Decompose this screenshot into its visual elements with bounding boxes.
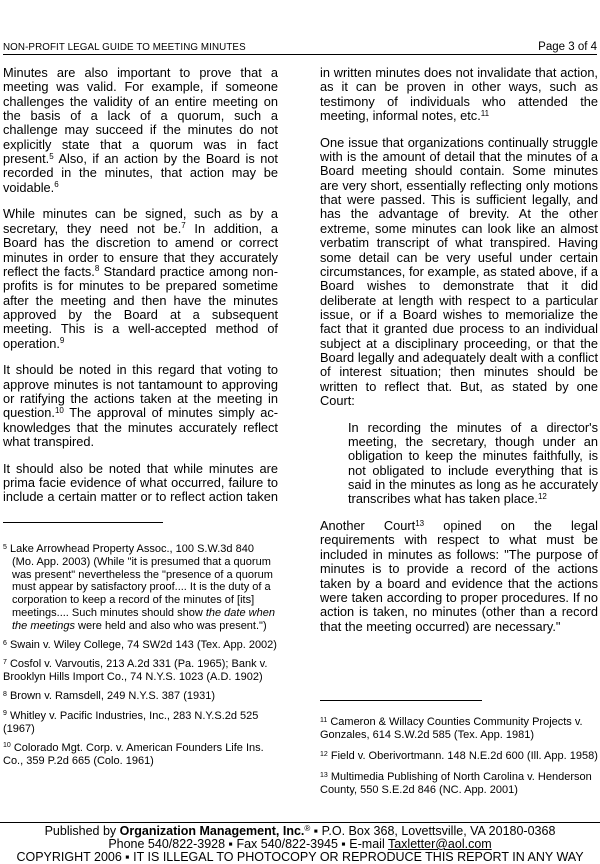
email-link[interactable]: Taxletter@aol.com <box>387 837 492 851</box>
footnote-text: Cosfol v. Varvoutis, 213 A.2d 331 (Pa. 1965); Bank v. Brooklyn Hills Import Co., 74 N.Y.S. 1023 (A.D. 1902) <box>3 658 268 684</box>
paragraph-text: In addition, a Board has the discretion to amend or correct minutes in order to ensure that they accurately reflect the facts. <box>3 220 279 279</box>
body-paragraph <box>320 519 598 634</box>
footer-divider <box>0 822 600 823</box>
footnote-divider <box>3 522 163 523</box>
paragraph-text: in written minutes does not invalidate that action, as it can be proven in other ways, such as testimony of individuals who attended the meeting, informal notes, etc. <box>320 65 598 124</box>
footnote <box>320 716 598 742</box>
document-title: NON-PROFIT LEGAL GUIDE TO MEETING MINUTES <box>3 42 246 53</box>
footnote <box>320 771 598 797</box>
footnote <box>3 742 278 768</box>
body-paragraph <box>3 363 278 449</box>
footnote <box>3 690 278 703</box>
footnote-reference: 12 <box>537 492 547 502</box>
page-number: Page 3 of 4 <box>538 41 597 53</box>
footnote-italic-text: the date when the meetings <box>12 606 275 632</box>
right-column <box>320 66 598 646</box>
contact-numbers: Phone 540/822-3928 ▪ Fax 540/822-3945 ▪ E-mail <box>108 837 388 851</box>
footnote-text: Multimedia Publishing of North Carolina v. Henderson County, 550 S.E.2d 846 (NC. App. 2001) <box>320 771 592 797</box>
footnote-reference: 6 <box>54 180 59 190</box>
paragraph-text: Also, if an action by the Board is not recorded in the minutes, that action may be voidable. <box>3 151 278 195</box>
body-paragraph: It should also be noted that while minutes are prima facie evidence of what occurred, failure to include a certain matter or to reflect action taken <box>3 460 278 505</box>
body-paragraph: One issue that organizations continually struggle with is the amount of detail that the minutes of a Board meeting should contain. Some minutes are very short, essentially reflecting only motions that were passed. This is sufficient legally, and has the advantage of brevity. At the other extreme, some minutes can look like an almost verbatim transcript of what transpired. Having some detail can be very useful under certain circumstances, for example, as stated above, if a Board wishes to demonstrate that it did deliberate at length with respect to a particular issue, or if a Board wishes to memorialize the fact that it granted due process to an individual subject at a disciplinary proceeding, or that the Board legally and adequately dealt with a conflict of interest situation; then minutes should be written to reflect that. But, as stated by one Court: <box>320 134 598 408</box>
footnote-text: Whitley v. Pacific Industries, Inc., 283 N.Y.S.2d 525 (1967) <box>3 709 259 735</box>
footnote-number: 8 <box>3 690 7 698</box>
footnote <box>3 639 278 652</box>
footnote-number: 6 <box>3 639 7 647</box>
footnote <box>3 710 278 736</box>
paragraph-text: opined on the legal requirements with respect to what must be included in minutes as follows: "The purpose of minutes is to provide a record of the actions taken by a board and evidence that the actions were taken according to proper procedures. If no action is taken, no minutes (other than a record that the meeting occurred) are necessary." <box>320 518 598 634</box>
body-paragraph <box>3 207 278 350</box>
left-column <box>3 66 278 517</box>
publisher-prefix: Published by <box>44 824 120 838</box>
footnote-number: 7 <box>3 658 7 666</box>
publisher-address: ▪ P.O. Box 368, Lovettsville, VA 20180-0368 <box>310 824 556 838</box>
footnote <box>320 750 598 763</box>
footnotes-right <box>320 716 598 805</box>
footnote-text: Colorado Mgt. Corp. v. American Founders Life Ins. Co., 359 P.2d 665 (Colo. 1961) <box>3 741 264 767</box>
footnote-reference: 5 <box>49 151 54 161</box>
paragraph-text: While minutes can be signed, such as by a secretary, they need not be. <box>3 206 278 236</box>
footnotes-left <box>3 543 278 774</box>
paragraph-text: Standard practice among non-profits is for minutes to be prepared sometime after the meeting and then have the minutes approved by the Board at a subsequent meeting. This is a well-accepted method of operation. <box>3 263 278 351</box>
footnote-divider <box>320 700 482 701</box>
footnote-reference: 9 <box>59 336 65 346</box>
quote-text: In recording the minutes of a director's meeting, the secretary, though under an obligation to keep the minutes faithfully, is not obligated to include everything that is said in the minutes as long as he accurately transcribes what has taken place. <box>348 419 598 507</box>
footnote-number: 11 <box>320 716 328 724</box>
footnote-number: 12 <box>320 750 328 758</box>
footnote-text: Lake Arrowhead Property Assoc., 100 S.W.3d 840 (Mo. App. 2003) (While "it is presumed that a quorum was present" nevertheless the "presence of a quorum must appear by satisfactory proof.... It is the duty of a corporation to keep a record of the minutes of [its] meetings.... Such minutes should show <box>9 543 273 619</box>
paragraph-text: It should be noted in this regard that voting to approve minutes is not tantamount to approving or ratifying the actions taken at the meeting in question. <box>3 362 278 421</box>
block-quote <box>348 421 598 507</box>
footnote-reference: 10 <box>54 405 64 415</box>
footnote-number: 10 <box>3 742 11 750</box>
publisher-name: Organization Management, Inc. <box>119 824 305 838</box>
body-paragraph <box>3 66 278 195</box>
page-footer <box>0 825 600 864</box>
footnote <box>3 543 278 633</box>
footnote-text: Cameron & Willacy Counties Community Projects v. Gonzales, 614 S.W.2d 585 (Tex. App. 1981) <box>320 716 583 741</box>
footnote-text: were held and also who was present.") <box>74 619 267 632</box>
body-paragraph <box>320 66 598 123</box>
page-header <box>3 41 597 55</box>
footnote-reference: 13 <box>415 518 425 528</box>
paragraph-text: Minutes are also important to prove that a meeting was valid. For example, if someone challenges the validity of an entire meeting on the basis of a lack of a quorum, such a challenge may succeed if the minutes do not explicitly state that a quorum was in fact present. <box>3 65 278 167</box>
paragraph-text: Another Court <box>320 518 416 534</box>
footnote-number: 13 <box>320 771 328 779</box>
footnote-number: 9 <box>3 710 7 718</box>
footnote-reference: 8 <box>94 264 100 274</box>
registered-mark: ® <box>304 824 311 833</box>
paragraph-text: The approval of minutes simply ac-knowledges that the minutes accurately reflect what transpired. <box>3 405 278 450</box>
footnote-text: Swain v. Wiley College, 74 SW2d 143 (Tex. App. 2002) <box>9 639 277 652</box>
copyright-line: COPYRIGHT 2006 ▪ IT IS ILLEGAL TO PHOTOCOPY OR REPRODUCE THIS REPORT IN ANY WAY <box>16 850 584 864</box>
footnote-reference: 7 <box>181 221 186 231</box>
footnote-text: Field v. Oberivortmann. 148 N.E.2d 600 (Ill. App. 1958) <box>330 750 598 763</box>
footnote-reference: 11 <box>480 108 490 118</box>
footnote-number: 5 <box>3 543 7 551</box>
footnote <box>3 658 278 684</box>
footnote-text: Brown v. Ramsdell, 249 N.Y.S. 387 (1931) <box>9 690 215 703</box>
